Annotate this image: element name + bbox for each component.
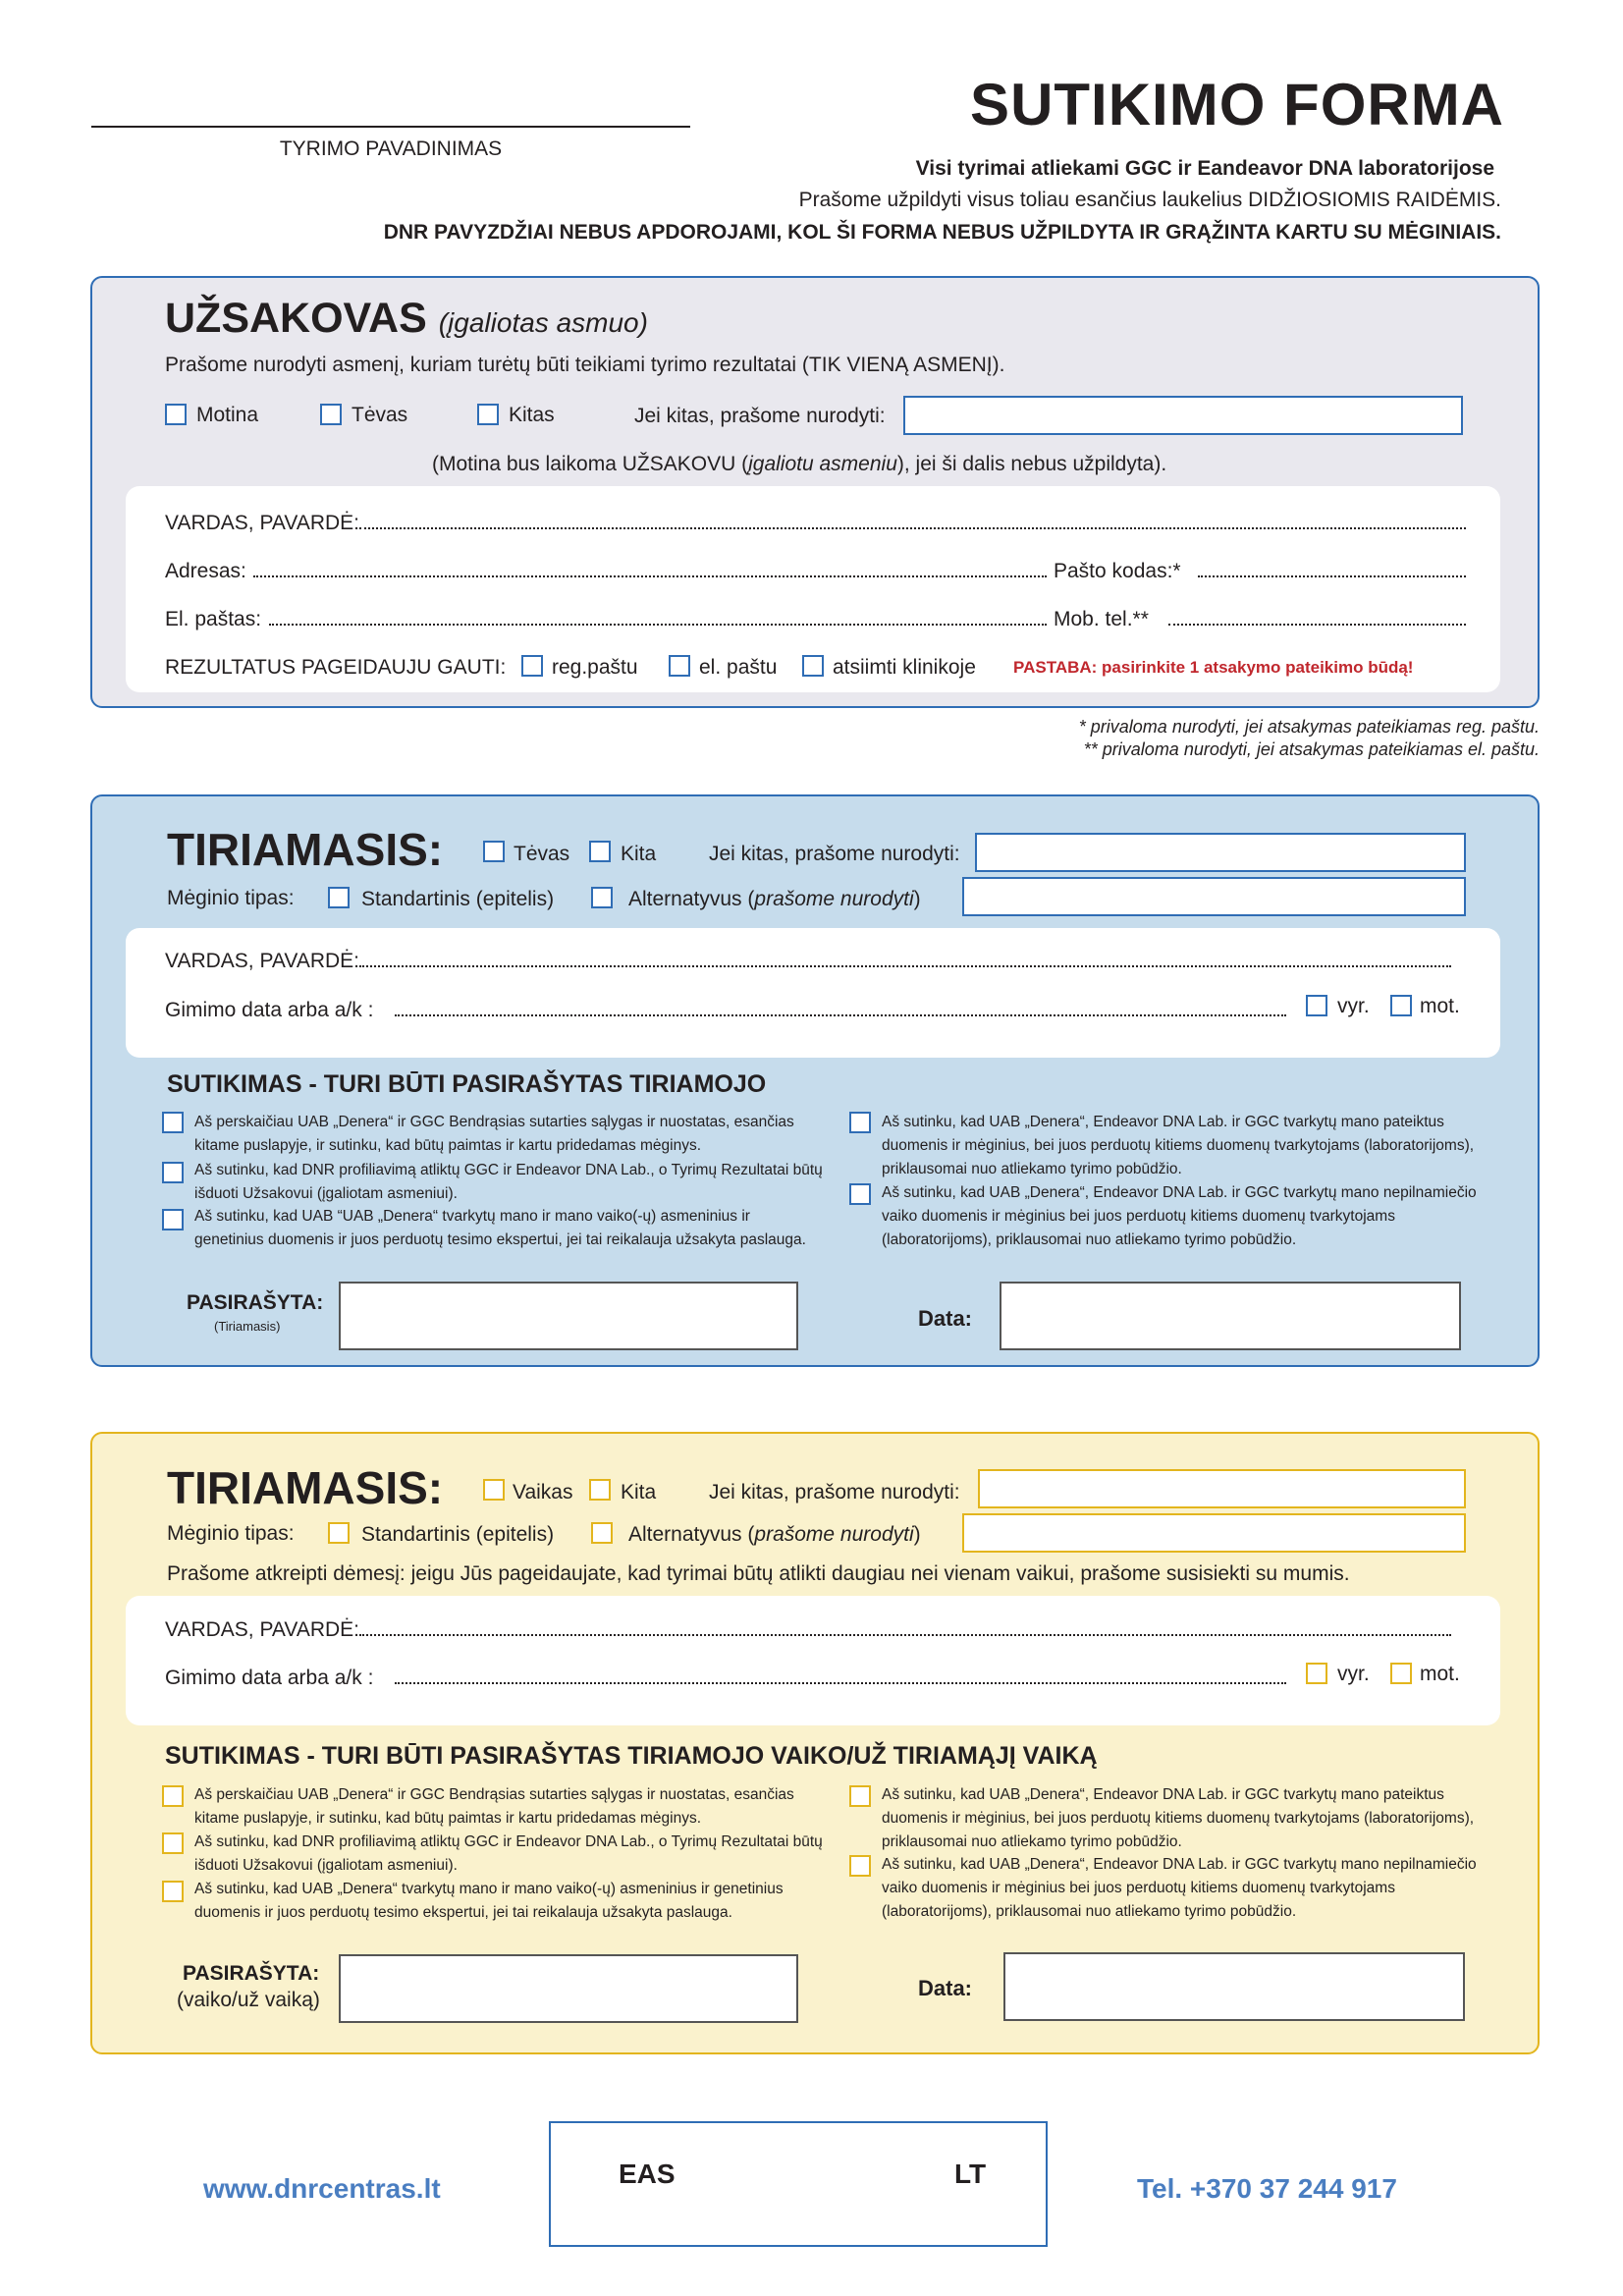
subject2-dob-line[interactable] [395, 1682, 1286, 1684]
footer-box-left: EAS [619, 2159, 676, 2189]
results-clinic-checkbox[interactable] [802, 655, 824, 677]
orderer-other-prompt: Jei kitas, prašome nurodyti: [634, 405, 886, 427]
orderer-results-label: REZULTATUS PAGEIDAUJU GAUTI: [165, 656, 507, 679]
orderer-address-line[interactable] [253, 575, 1047, 577]
subject1-sample-alt-label [628, 888, 921, 911]
subject1-consent-5-checkbox[interactable] [849, 1183, 871, 1205]
subject1-consent-4-checkbox[interactable] [849, 1112, 871, 1133]
subject2-consent-5-text: Aš sutinku, kad UAB „Denera“, Endeavor DNA Lab. ir GGC tvarkytų mano nepilnamiečio vaiko duomenis ir mėginius bei juos perduotų kitiems duomenų tvarkytojams (laboratorijoms), priklausomai nuo atliekamo tyrimo pobūdžio. [882, 1856, 1477, 1920]
subject2-child-checkbox[interactable] [483, 1479, 505, 1501]
subject1-date-field[interactable] [1000, 1282, 1461, 1350]
subject2-consent-title: SUTIKIMAS - TURI BŪTI PASIRAŠYTAS TIRIAMOJO VAIKO/UŽ TIRIAMĄJĮ VAIKĄ [165, 1742, 1098, 1770]
subject1-dob-line[interactable] [395, 1014, 1286, 1016]
subject2-consent-2-checkbox[interactable] [162, 1832, 184, 1854]
orderer-other-checkbox[interactable] [477, 404, 499, 425]
subject2-name-label: VARDAS, PAVARDĖ: [165, 1618, 359, 1641]
test-name-line[interactable] [91, 126, 690, 128]
subject2-consent-3-text: Aš sutinku, kad UAB „Denera“ tvarkytų mano ir mano vaiko(-ų) asmeninius ir genetinius duomenis ir juos perduotų tesimo ekspertui, jei tai reikalauja užsakyta paslauga. [194, 1881, 784, 1921]
subject2-other-field[interactable] [978, 1469, 1466, 1508]
subject1-sample-std-label: Standartinis (epitelis) [361, 888, 555, 910]
subject1-signature-field[interactable] [339, 1282, 798, 1350]
subject1-title: TIRIAMASIS: [167, 824, 444, 875]
orderer-father-checkbox[interactable] [320, 404, 342, 425]
subject1-consent-3-text: Aš sutinku, kad UAB “UAB „Denera“ tvarkytų mano ir mano vaiko(-ų) asmeninius ir genetinius duomenis ir juos perduotų tesimo ekspertui, jei tai reikalauja užsakyta paslauga. [194, 1208, 806, 1248]
orderer-note-c: ), jei ši dalis nebus užpildyta). [896, 453, 1167, 475]
orderer-other-field[interactable] [903, 396, 1463, 435]
orderer-mother-checkbox[interactable] [165, 404, 187, 425]
subject2-signed-label: PASIRAŠYTA: [183, 1962, 320, 1985]
orderer-default-note [432, 453, 1166, 476]
subject1-sample-alt-end: ) [913, 888, 921, 910]
subject1-signed-label: PASIRAŠYTA: [187, 1291, 324, 1314]
subject2-other-label: Kita [621, 1481, 657, 1503]
subject2-consent-2-text: Aš sutinku, kad DNR profiliavimą atliktų GGC ir Endeavor DNA Lab., o Tyrimų Rezultatai būtų išduoti Užsakovui (įgaliotam asmeniui). [194, 1833, 823, 1874]
subject1-sample-alt-checkbox[interactable] [591, 887, 613, 908]
subject1-male-checkbox[interactable] [1306, 995, 1327, 1016]
subject1-consent-1-checkbox[interactable] [162, 1112, 184, 1133]
subject1-other-checkbox[interactable] [589, 841, 611, 862]
subject1-name-label: VARDAS, PAVARDĖ: [165, 950, 359, 972]
subject2-sample-alt-end: ) [913, 1523, 921, 1546]
subject2-female-checkbox[interactable] [1390, 1663, 1412, 1684]
subject1-consent-5-text: Aš sutinku, kad UAB „Denera“, Endeavor DNA Lab. ir GGC tvarkytų mano nepilnamiečio vaiko duomenis ir mėginius bei juos perduotų kitiems duomenų tvarkytojams (laboratorijoms), priklausomai nuo atliekamo tyrimo pobūdžio. [882, 1184, 1477, 1248]
results-mail-label: reg.paštu [552, 656, 638, 679]
subject1-female-label: mot. [1420, 995, 1460, 1017]
orderer-email-line[interactable] [269, 624, 1047, 626]
subject2-signature-field[interactable] [339, 1954, 798, 2023]
footer-phone: Tel. +370 37 244 917 [1137, 2173, 1397, 2204]
subject1-consent-1-text: Aš perskaičiau UAB „Denera“ ir GGC Bendrąsias sutarties sąlygas ir nuostatas, esančias kitame puslapyje, ir sutinku, kad būtų paimtas ir kartu pridedamas mėginys. [194, 1114, 794, 1154]
results-note: PASTABA: pasirinkite 1 atsakymo pateikimo būdą! [1013, 658, 1414, 677]
subject2-sample-label: Mėginio tipas: [167, 1522, 295, 1545]
subject1-name-line[interactable] [359, 965, 1451, 967]
subject1-other-field[interactable] [975, 833, 1466, 872]
page-title: SUTIKIMO FORMA [970, 72, 1504, 137]
subject2-dob-label: Gimimo data arba a/k : [165, 1667, 374, 1689]
subject1-sample-alt-field[interactable] [962, 877, 1466, 916]
orderer-title-text: UŽSAKOVAS [165, 295, 427, 342]
subject1-consent-4-text: Aš sutinku, kad UAB „Denera“, Endeavor DNA Lab. ir GGC tvarkytų mano pateiktus duomenis ir mėginius, bei juos perduotų kitiems duomenų tvarkytojams (laboratorijoms), priklausomai nuo atliekamo tyrimo pobūdžio. [882, 1114, 1475, 1177]
orderer-title-note: (įgaliotas asmuo) [438, 307, 648, 338]
subject2-child-label: Vaikas [513, 1481, 573, 1503]
subject2-consent-1-text: Aš perskaičiau UAB „Denera“ ir GGC Bendrąsias sutarties sąlygas ir nuostatas, esančias kitame puslapyje, ir sutinku, kad būtų paimtas ir kartu pridedamas mėginys. [194, 1786, 794, 1827]
footer-box-right: LT [954, 2159, 987, 2189]
subject2-name-line[interactable] [359, 1634, 1451, 1636]
subject2-details-box [126, 1596, 1500, 1725]
subject2-sample-alt-field[interactable] [962, 1513, 1466, 1553]
orderer-mother-label: Motina [196, 404, 259, 426]
subject2-consent-4-text: Aš sutinku, kad UAB „Denera“, Endeavor DNA Lab. ir GGC tvarkytų mano pateiktus duomenis ir mėginius, bei juos perduotų kitiems duomenų tvarkytojams (laboratorijoms), priklausomai nuo atliekamo tyrimo pobūdžio. [882, 1786, 1475, 1850]
orderer-phone-label: Mob. tel.** [1054, 608, 1149, 630]
orderer-postcode-line[interactable] [1198, 575, 1466, 577]
subject1-other-prompt: Jei kitas, prašome nurodyti: [709, 843, 960, 865]
subject1-date-label: Data: [918, 1306, 973, 1331]
subject2-consent-3-checkbox[interactable] [162, 1881, 184, 1902]
results-clinic-label: atsiimti klinikoje [833, 656, 976, 679]
orderer-other-label: Kitas [509, 404, 555, 426]
header-line-3: DNR PAVYZDŽIAI NEBUS APDOROJAMI, KOL ŠI FORMA NEBUS UŽPILDYTA IR GRĄŽINTA KARTU SU MĖGINIAIS. [383, 221, 1501, 244]
footnote-1: * privaloma nurodyti, jei atsakymas pateikiamas reg. paštu. [1078, 717, 1540, 737]
header-line-2: Prašome užpildyti visus toliau esančius laukelius DIDŽIOSIOMIS RAIDĖMIS. [798, 189, 1501, 211]
orderer-instruction: Prašome nurodyti asmenį, kuriam turėtų būti teikiami tyrimo rezultatai (TIK VIENĄ ASMENĮ). [165, 354, 1005, 376]
subject1-details-box [126, 928, 1500, 1058]
subject1-sample-std-checkbox[interactable] [328, 887, 350, 908]
subject1-female-checkbox[interactable] [1390, 995, 1412, 1016]
subject1-father-checkbox[interactable] [483, 841, 505, 862]
subject1-sample-label: Mėginio tipas: [167, 887, 295, 909]
header-line-1: Visi tyrimai atliekami GGC ir Eandeavor DNA laboratorijose [915, 157, 1494, 180]
subject2-other-prompt: Jei kitas, prašome nurodyti: [709, 1481, 960, 1503]
subject2-attention: Prašome atkreipti dėmesį: jeigu Jūs pageidaujate, kad tyrimai būtų atlikti daugiau nei vienam vaikui, prašome susisiekti su mumis. [167, 1562, 1350, 1585]
orderer-phone-line[interactable] [1168, 624, 1466, 626]
orderer-name-label: VARDAS, PAVARDĖ: [165, 512, 359, 534]
footnote-2: ** privaloma nurodyti, jei atsakymas pateikiamas el. paštu. [1083, 739, 1540, 759]
subject1-male-label: vyr. [1337, 995, 1370, 1017]
subject2-sample-alt-checkbox[interactable] [591, 1522, 613, 1544]
orderer-email-label: El. paštas: [165, 608, 262, 630]
subject1-dob-label: Gimimo data arba a/k : [165, 999, 374, 1021]
subject1-signed-sub: (Tiriamasis) [214, 1319, 281, 1334]
subject2-female-label: mot. [1420, 1663, 1460, 1685]
results-email-label: el. paštu [699, 656, 778, 679]
subject1-consent-title: SUTIKIMAS - TURI BŪTI PASIRAŠYTAS TIRIAMOJO [167, 1070, 767, 1098]
subject1-sample-alt-i: prašome nurodyti [754, 888, 914, 910]
footer-website[interactable]: www.dnrcentras.lt [203, 2173, 441, 2204]
subject1-consent-3-checkbox[interactable] [162, 1209, 184, 1230]
subject2-male-checkbox[interactable] [1306, 1663, 1327, 1684]
results-email-checkbox[interactable] [669, 655, 690, 677]
subject1-other-label: Kita [621, 843, 657, 865]
subject2-consent-4-checkbox[interactable] [849, 1785, 871, 1807]
subject1-sample-alt-a: Alternatyvus ( [628, 888, 755, 910]
subject2-title: TIRIAMASIS: [167, 1462, 444, 1513]
orderer-note-b: įgaliotu asmeniu [748, 453, 897, 475]
results-mail-checkbox[interactable] [521, 655, 543, 677]
orderer-title [165, 295, 648, 343]
subject2-signed-sub: (vaiko/už vaiką) [177, 1989, 320, 2011]
subject2-sample-std-label: Standartinis (epitelis) [361, 1523, 555, 1546]
subject2-consent-1-checkbox[interactable] [162, 1785, 184, 1807]
subject2-date-label: Data: [918, 1976, 973, 2000]
subject2-date-field[interactable] [1003, 1952, 1465, 2021]
orderer-note-a: (Motina bus laikoma UŽSAKOVU ( [432, 453, 749, 475]
subject2-male-label: vyr. [1337, 1663, 1370, 1685]
subject2-sample-alt-label [628, 1523, 921, 1547]
orderer-father-label: Tėvas [352, 404, 408, 426]
orderer-name-line[interactable] [359, 527, 1466, 529]
test-name-label: TYRIMO PAVADINIMAS [279, 137, 503, 160]
subject2-sample-std-checkbox[interactable] [328, 1522, 350, 1544]
subject1-father-label: Tėvas [514, 843, 570, 865]
subject1-consent-2-checkbox[interactable] [162, 1162, 184, 1183]
subject2-sample-alt-i: prašome nurodyti [754, 1523, 914, 1546]
orderer-address-label: Adresas: [165, 560, 246, 582]
orderer-postcode-label: Pašto kodas:* [1054, 560, 1181, 582]
subject1-consent-2-text: Aš sutinku, kad DNR profiliavimą atliktų GGC ir Endeavor DNA Lab., o Tyrimų Rezultatai būtų išduoti Užsakovui (įgaliotam asmeniui). [194, 1162, 823, 1202]
subject2-sample-alt-a: Alternatyvus ( [628, 1523, 755, 1546]
subject2-consent-5-checkbox[interactable] [849, 1855, 871, 1877]
subject2-other-checkbox[interactable] [589, 1479, 611, 1501]
